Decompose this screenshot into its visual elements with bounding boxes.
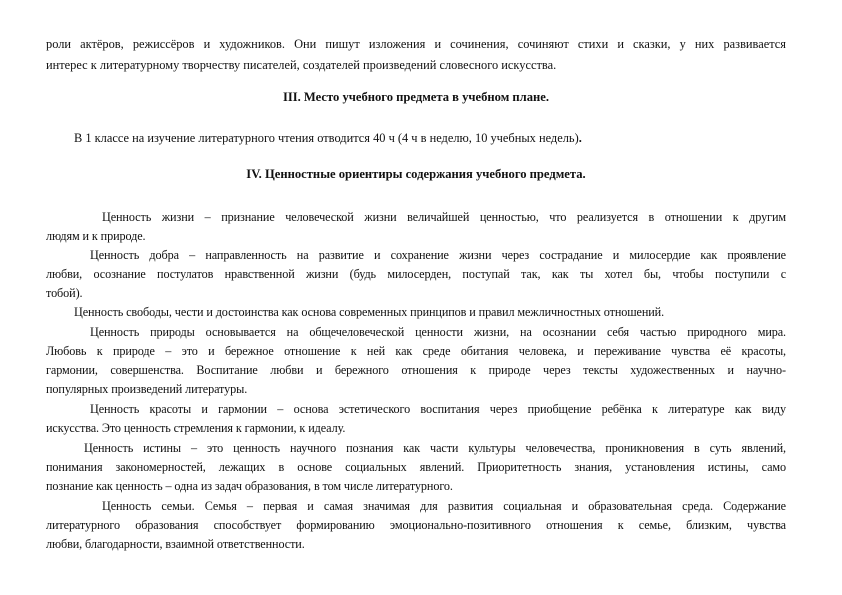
paragraph-line: Ценность жизни – признание человеческой жизни величайшей ценностью, что реализуется в отношении к другим [102,210,786,224]
paragraph-line: Ценность истины – это ценность научного познания как части культуры человечества, проникновения в суть явлений, [84,441,786,455]
section-4-title: IV. Ценностные ориентиры содержания учебного предмета. [246,167,586,181]
paragraph-line: любви, благодарности, взаимной ответственности. [46,537,305,551]
paragraph-line: популярных произведений литературы. [46,382,248,396]
paragraph-line: любви, осознание постулатов нравственной жизни (будь милосерден, поступай так, как ты хотел бы, чтобы поступили с [46,267,786,281]
paragraph-line: познание как ценность – одна из задач образования, в том числе литературного. [46,479,453,493]
intro-line-2: интерес к литературному творчеству писателей, создателей произведений словесного искусства. [46,58,557,72]
paragraph-line: понимания закономерностей, лежащих в основе социальных явлений. Приоритетность знания, установления истины, само [46,460,786,474]
paragraph-line: Ценность добра – направленность на развитие и сохранение жизни через сострадание и милосердие как проявление [90,248,786,262]
section-3-paragraph [74,131,774,146]
paragraph-line: Ценность семьи. Семья – первая и самая значимая для развития социальная и образовательная среда. Содержание [102,499,786,513]
paragraph-line: Ценность свободы, чести и достоинства как основа современных принципов и правил межличностных отношений. [74,305,665,319]
paragraph-line: литературного образования способствует формированию эмоционально-позитивного отношения к семье, близким, чувства [46,518,786,532]
paragraph-line: Ценность природы основывается на общечеловеческой ценности жизни, на осознании себя частью природного мира. [90,325,786,339]
paragraph-line: людям и к природе. [46,229,146,243]
intro-line-1: роли актёров, режиссёров и художников. Они пишут изложения и сочинения, сочиняют стихи и сказки, у них развивается [46,37,786,51]
paragraph-line: искусства. Это ценность стремления к гармонии, к идеалу. [46,421,346,435]
paragraph-line: Любовь к природе – это и бережное отношение к ней как среде обитания человека, и переживание чувства её красоты, [46,344,786,358]
paragraph-line: Ценность красоты и гармонии – основа эстетического воспитания через приобщение ребёнка к литературе как виду [90,402,786,416]
section-3-text: В 1 классе на изучение литературного чтения отводится 40 ч (4 ч в неделю, 10 учебных недель) [74,131,579,145]
paragraph-line: гармонии, совершенства. Воспитание любви и бережного отношения к природе через тексты художественных и научно- [46,363,786,377]
section-3-title: III. Место учебного предмета в учебном плане. [282,90,550,104]
section-3-text-end: . [578,131,582,145]
paragraph-line: тобой). [46,286,83,300]
